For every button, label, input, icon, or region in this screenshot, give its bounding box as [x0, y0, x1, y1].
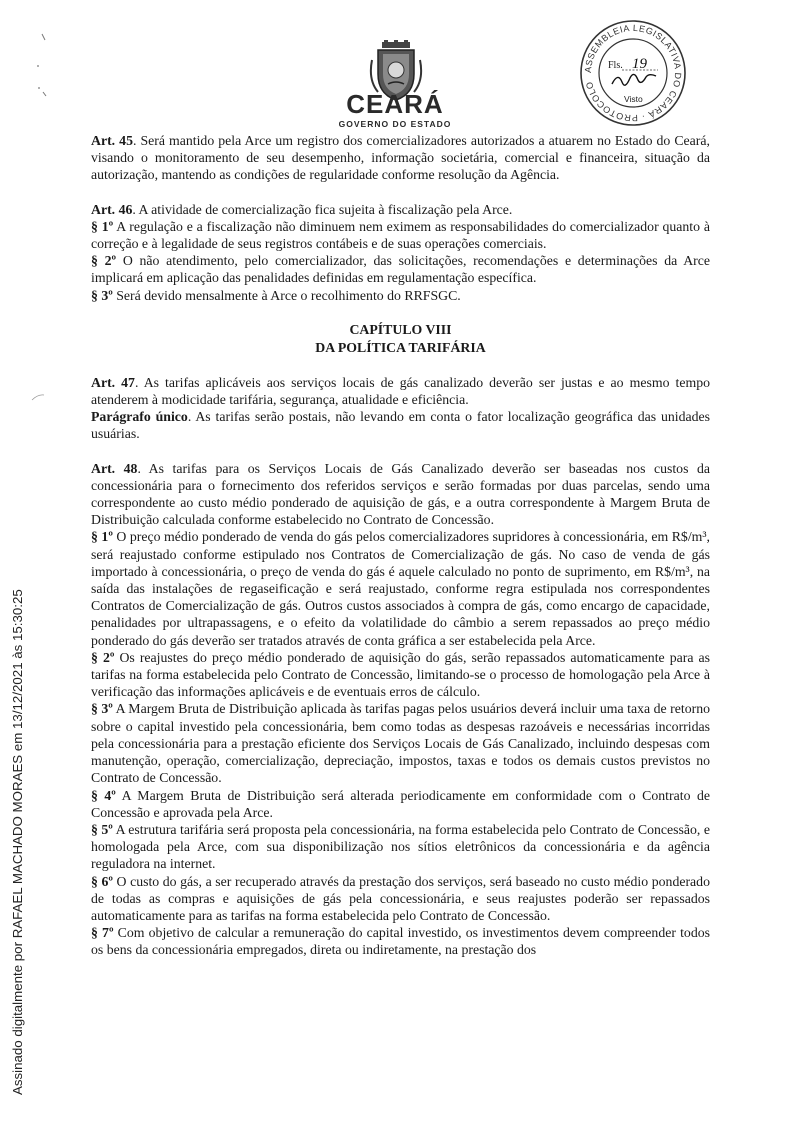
paragraph-label: § 3º — [91, 287, 113, 303]
article-46 — [91, 201, 710, 218]
article-text: . A atividade de comercialização fica sujeita à fiscalização pela Arce. — [132, 201, 513, 217]
paragraph-item — [91, 252, 710, 286]
paragraph-text: Os reajustes do preço médio ponderado de aquisição do gás, serão repassados automaticamente para as tarifas na forma estabelecida pelo Contrato de Concessão, limitando-se o processo de homologação pela Arce à verificação das informações aplicáveis e de eventuais erros de cálculo. — [91, 649, 710, 700]
paragraph-text: O não atendimento, pelo comercializador, das solicitações, recomendações e determinações da Arce implicará em aplicação das penalidades definidas em regulamentação específica. — [91, 253, 710, 286]
chapter-title: DA POLÍTICA TARIFÁRIA — [315, 339, 486, 355]
stamp-visto: Visto — [624, 94, 643, 104]
paragraph-label: § 6º — [91, 873, 113, 889]
paragraph-item — [91, 287, 710, 304]
brand-subtitle: GOVERNO DO ESTADO — [338, 119, 452, 129]
paragraph-unico — [91, 408, 710, 442]
paragraph-text: Será devido mensalmente à Arce o recolhimento do RRFSGC. — [112, 287, 461, 303]
paragraph-text: O custo do gás, a ser recuperado através da prestação dos serviços, será baseado no custo médio ponderado de todas as compras e aquisições de gás pela concessionária, e seus reajustes poderão ser repassados automaticamente para as tarifas na forma estabelecida pelo Contrato de Concessão. — [91, 873, 710, 923]
scan-marks — [30, 30, 50, 110]
paragraph-label: § 3º — [91, 701, 113, 717]
paragraph-item — [91, 700, 710, 786]
protocol-stamp — [578, 18, 688, 128]
chapter-number: CAPÍTULO VIII — [349, 321, 452, 337]
brand-block — [320, 90, 470, 129]
document-body — [91, 132, 710, 959]
paragraph-text: A Margem Bruta de Distribuição será alterada periodicamente em conformidade com o Contrato de Concessão e aprovada pela Arce. — [91, 787, 710, 820]
article-label: Art. 46 — [91, 201, 133, 217]
stamp-ring-text: ASSEMBLEIA LEGISLATIVA DO CEARÁ · PROTOCOLO — [582, 22, 684, 124]
article-48 — [91, 460, 710, 529]
article-45 — [91, 132, 710, 184]
paragraph-item — [91, 787, 710, 821]
paragraph-item — [91, 873, 710, 925]
paragraph-item — [91, 528, 710, 648]
stamp-page-number: 19 — [632, 56, 647, 72]
paragraph-text: A estrutura tarifária será proposta pela concessionária, na forma estabelecida pelo Contrato de Concessão, e homologada pela Arce, com sua disponibilização nos sítios eletrônicos da concessionária e da agência reguladora na internet. — [91, 821, 710, 872]
paragraph-label: § 2º — [91, 649, 115, 665]
paragraph-label: § 4º — [91, 787, 116, 803]
paragraph-label: § 1º — [91, 529, 113, 545]
brand-name: CEARÁ — [346, 89, 444, 119]
article-label: Art. 45 — [91, 133, 133, 148]
article-text: . Será mantido pela Arce um registro dos comercializadores autorizados a atuarem no Estado do Ceará, visando o monitoramento de seu desempenho, informação societária, comercial e financeira, situação da autorização, mantendo as condições de regularidade conforme resolução da Agência. — [91, 133, 710, 183]
paragraph-label: § 1º — [91, 218, 114, 234]
stamp-fls-label: Fls. — [608, 60, 623, 71]
paragraph-text: A Margem Bruta de Distribuição aplicada às tarifas pagas pelos usuários deverá incluir uma taxa de retorno sobre o capital investido pela concessionária, bem como todas as despesas razoáveis e necessárias incorridas pela concessionária para a prestação eficiente dos Serviços Locais de Gás Canalizado, incluindo despesas com manutenção, operação, comercialização, depreciação, impostos, taxas e todos os demais custos previstos no Contrato de Concessão. — [91, 701, 710, 786]
article-label: Art. 48 — [91, 460, 138, 476]
paragraph-text: O preço médio ponderado de venda do gás pelos comercializadores supridores à concessionária, em R$/m³, será reajustado conforme estipulado nos Contratos de Comercialização de gás. No caso de venda de gás importado à concessionária, o preço de venda do gás é aquele calculado no ponto de suprimento, em R$/m³, na saída das instalações de regaseificação e será reajustado, conforme regra estipulada nos correspondentes Contratos de Comercialização de gás. Outros custos associados à compra de gás, como encargo de capacidade, penalidades por ultrapassagens, e o efeito da volatilidade do câmbio a serem repassados ao preço médio ponderado do gás deverão ser tratados através de conta gráfica a ser estabelecida pela Arce. — [91, 529, 710, 648]
paragraph-item — [91, 218, 710, 252]
paragraph-text: . As tarifas serão postais, não levando em conta o fator localização geográfica das unidades usuárias. — [91, 409, 710, 442]
scan-mark — [30, 392, 46, 402]
paragraph-label: Parágrafo único — [91, 409, 188, 425]
article-47 — [91, 374, 710, 408]
paragraph-item — [91, 821, 710, 873]
stamp-signature — [612, 74, 656, 85]
paragraph-label: § 7º — [91, 925, 114, 941]
article-text: . As tarifas para os Serviços Locais de Gás Canalizado deverão ser baseadas nos custos da concessionária para o fornecimento dos referidos serviços e serão formadas por duas parcelas, sendo uma correspondente ao custo médio ponderado de aquisição de gás, e a outra correspondente à Margem Bruta de Distribuição calculada conforme estabelecido no Contrato de Concessão. — [91, 460, 710, 528]
paragraph-item — [91, 924, 710, 958]
paragraph-label: § 5º — [91, 821, 113, 837]
digital-signature-note: Assinado digitalmente por RAFAEL MACHADO MORAES em 13/12/2021 às 15:30:25 — [10, 589, 25, 1095]
paragraph-text: A regulação e a fiscalização não diminuem nem eximem as responsabilidades do comercializador quanto à correção e à legalidade de seus registros contábeis e de suas operações comerciais. — [91, 218, 710, 252]
article-text: . As tarifas aplicáveis aos serviços locais de gás canalizado deverão ser justas e ao mesmo tempo atenderem à modicidade tarifária, segurança, atualidade e eficiência. — [91, 374, 710, 408]
article-label: Art. 47 — [91, 374, 135, 390]
paragraph-text: Com objetivo de calcular a remuneração do capital investido, os investimentos devem compreender todos os bens da concessionária empregados, direta ou indiretamente, na prestação dos — [91, 925, 710, 958]
paragraph-label: § 2º — [91, 253, 117, 269]
paragraph-item — [91, 649, 710, 701]
